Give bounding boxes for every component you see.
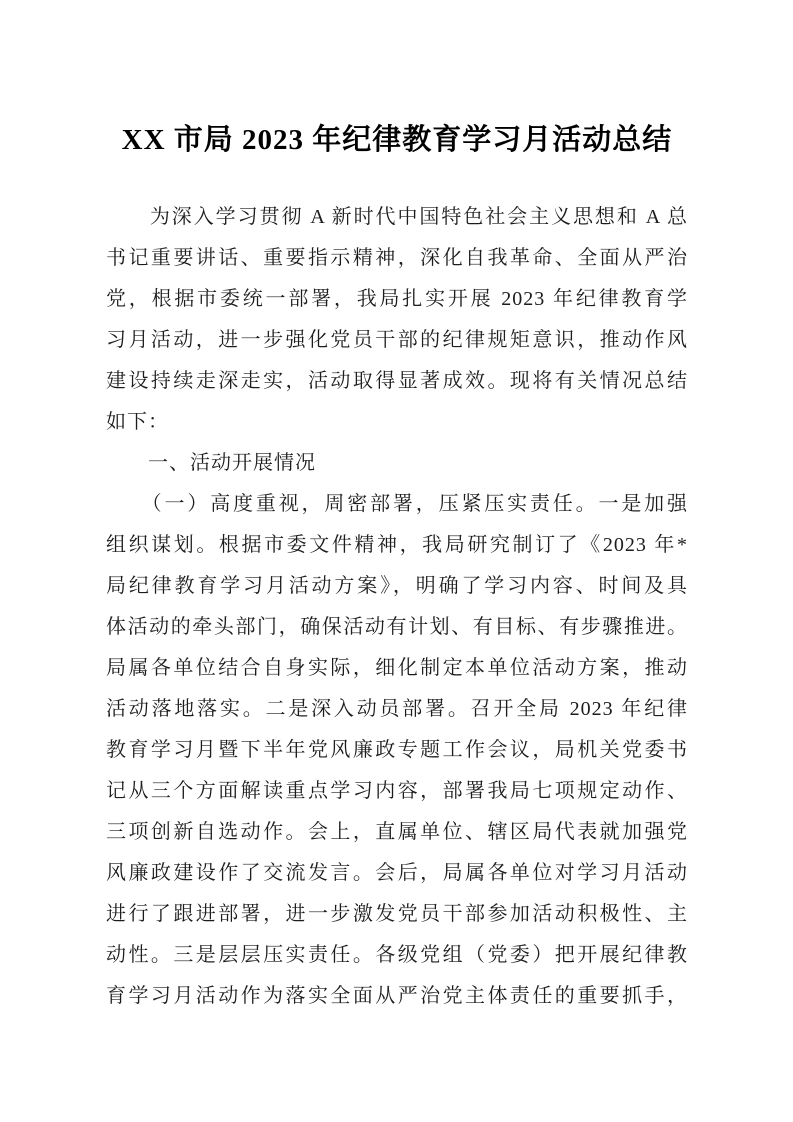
text-line: 局属各单位结合自身实际，细化制定本单位活动方案，推动 [106,657,688,679]
text-line: 习月活动，进一步强化党员干部的纪律规矩意识，推动作风 [106,329,688,351]
text-line: 记从三个方面解读重点学习内容，部署我局七项规定动作、 [106,780,688,802]
text-line: 为深入学习贯彻 A 新时代中国特色社会主义思想和 A 总 [106,206,688,228]
text-line: 动性。三是层层压实责任。各级党组（党委）把开展纪律教 [106,944,688,966]
text-line: 建设持续走深走实，活动取得显著成效。现将有关情况总结 [106,370,688,392]
text-line: 体活动的牵头部门，确保活动有计划、有目标、有步骤推进。 [106,616,688,638]
text-line: （一）高度重视，周密部署，压紧压实责任。一是加强 [106,493,688,515]
document-title: XX 市局 2023 年纪律教育学习月活动总结 [121,124,673,156]
text-line: 党，根据市委统一部署，我局扎实开展 2023 年纪律教育学 [106,288,688,310]
text-line: 一、活动开展情况 [106,452,316,474]
text-line: 教育学习月暨下半年党风廉政专题工作会议，局机关党委书 [106,739,688,761]
text-line: 局纪律教育学习月活动方案》，明确了学习内容、时间及具 [106,575,688,597]
text-line: 书记重要讲话、重要指示精神，深化自我革命、全面从严治 [106,247,688,269]
text-line: 组织谋划。根据市委文件精神，我局研究制订了《2023 年* [106,534,688,556]
document-body [106,197,688,1017]
text-line: 育学习月活动作为落实全面从严治党主体责任的重要抓手， [106,985,688,1007]
text-line: 三项创新自选动作。会上，直属单位、辖区局代表就加强党 [106,821,688,843]
text-line: 如下： [106,411,169,433]
text-line: 风廉政建设作了交流发言。会后，局属各单位对学习月活动 [106,862,688,884]
text-line: 进行了跟进部署，进一步激发党员干部参加活动积极性、主 [106,903,688,925]
text-line: 活动落地落实。二是深入动员部署。召开全局 2023 年纪律 [106,698,688,720]
